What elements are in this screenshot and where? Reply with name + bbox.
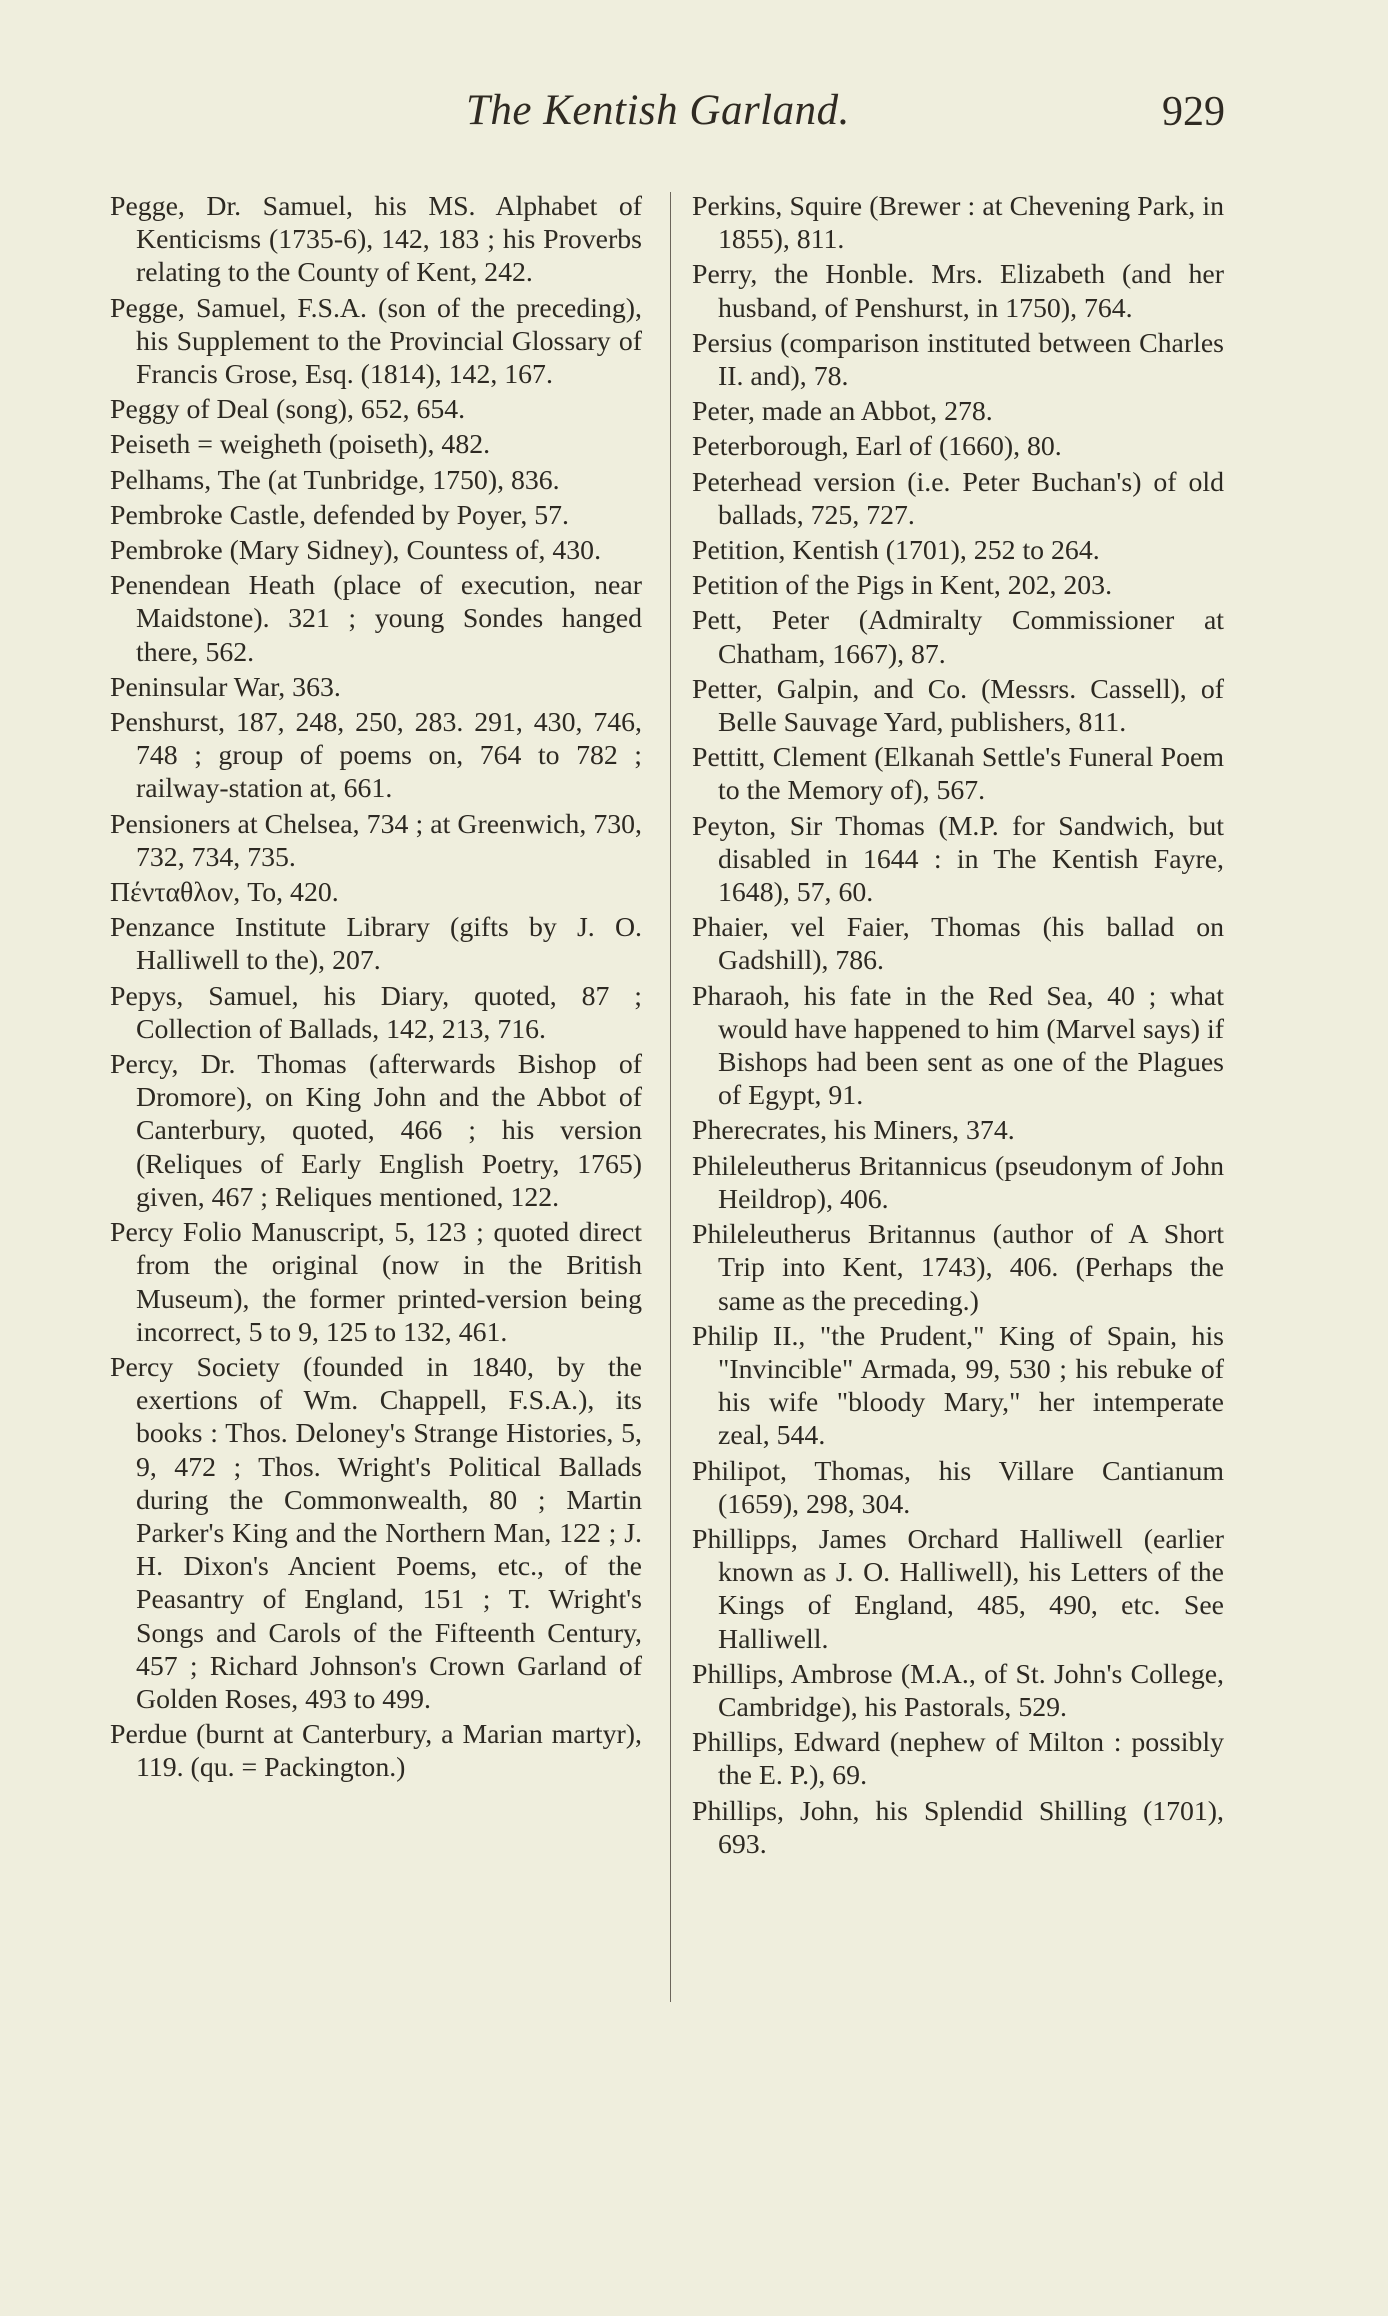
index-left-column <box>110 190 642 1787</box>
index-entry: Pegge, Dr. Samuel, his MS. Alphabet of Kenticisms (1735-6), 142, 183 ; his Proverbs relating to the County of Kent, 242. <box>110 191 642 289</box>
index-entry: Philip II., "the Prudent," King of Spain, his "Invincible" Armada, 99, 530 ; his rebuke of his wife "bloody Mary," her intemperate zeal, 544. <box>692 1320 1224 1452</box>
index-entry: Peyton, Sir Thomas (M.P. for Sandwich, but disabled in 1644 : in The Kentish Fayre, 1648), 57, 60. <box>692 810 1224 909</box>
index-entry: Penzance Institute Library (gifts by J. O. Halliwell to the), 207. <box>110 912 642 977</box>
index-entry: Phillipps, James Orchard Halliwell (earlier known as J. O. Halliwell), his Letters of the Kings of England, 485, 490, etc. See Halliwell. <box>692 1523 1224 1655</box>
page-number: 929 <box>1162 89 1225 135</box>
index-entry: Pelhams, The (at Tunbridge, 1750), 836. <box>110 464 560 496</box>
index-entry: Pensioners at Chelsea, 734 ; at Greenwich, 730, 732, 734, 735. <box>110 808 642 873</box>
index-entry: Percy, Dr. Thomas (afterwards Bishop of Dromore), on King John and the Abbot of Canterbury, quoted, 466 ; his version (Reliques of Early English Poetry, 1765) given, 467 ; Reliques mentioned, 122. <box>110 1049 642 1213</box>
index-entry: Perdue (burnt at Canterbury, a Marian martyr), 119. (qu. = Packington.) <box>110 1719 642 1784</box>
index-entry: Peninsular War, 363. <box>110 671 341 703</box>
column-divider <box>670 192 671 2002</box>
index-entry: Phillips, John, his Splendid Shilling (1701), 693. <box>692 1795 1224 1860</box>
index-entry: Penshurst, 187, 248, 250, 283. 291, 430, 746, 748 ; group of poems on, 764 to 782 ; railway-station at, 661. <box>110 707 642 805</box>
index-entry: Πένταθλον, To, 420. <box>110 877 339 909</box>
index-entry: Phileleutherus Britannus (author of A Short Trip into Kent, 1743), 406. (Perhaps the same as the preceding.) <box>692 1219 1224 1317</box>
index-entry: Pepys, Samuel, his Diary, quoted, 87 ; Collection of Ballads, 142, 213, 716. <box>110 980 642 1045</box>
index-entry: Peiseth = weigheth (poiseth), 482. <box>110 429 491 461</box>
index-entry: Peggy of Deal (song), 652, 654. <box>110 394 466 426</box>
index-right-column <box>692 190 1224 1863</box>
index-entry: Pembroke (Mary Sidney), Countess of, 430. <box>110 535 602 567</box>
index-entry: Petition, Kentish (1701), 252 to 264. <box>692 535 1100 567</box>
index-entry: Peterhead version (i.e. Peter Buchan's) of old ballads, 725, 727. <box>692 466 1224 531</box>
index-entry: Pett, Peter (Admiralty Commissioner at Chatham, 1667), 87. <box>692 605 1224 670</box>
index-entry: Pettitt, Clement (Elkanah Settle's Funeral Poem to the Memory of), 567. <box>692 742 1224 807</box>
index-entry: Pherecrates, his Miners, 374. <box>692 1115 1015 1147</box>
index-entry: Petition of the Pigs in Kent, 202, 203. <box>692 570 1113 602</box>
index-entry: Philipot, Thomas, his Villare Cantianum (1659), 298, 304. <box>692 1455 1224 1520</box>
index-entry: Phileleutherus Britannicus (pseudonym of John Heildrop), 406. <box>692 1150 1224 1215</box>
index-entry: Phillips, Edward (nephew of Milton : possibly the E. P.), 69. <box>692 1727 1224 1792</box>
index-entry: Penendean Heath (place of execution, near Maidstone). 321 ; young Sondes hanged there, 562. <box>110 570 642 668</box>
index-entry: Pharaoh, his fate in the Red Sea, 40 ; what would have happened to him (Marvel says) if Bishops had been sent as one of the Plagues of Egypt, 91. <box>692 980 1224 1112</box>
index-entry: Peterborough, Earl of (1660), 80. <box>692 431 1062 463</box>
index-entry: Phillips, Ambrose (M.A., of St. John's College, Cambridge), his Pastorals, 529. <box>692 1658 1224 1723</box>
index-entry: Peter, made an Abbot, 278. <box>692 396 993 428</box>
index-entry: Petter, Galpin, and Co. (Messrs. Cassell), of Belle Sauvage Yard, publishers, 811. <box>692 673 1224 739</box>
index-entry: Percy Society (founded in 1840, by the exertions of Wm. Chappell, F.S.A.), its books : Thos. Deloney's Strange Histories, 5, 9, 472 ; Thos. Wright's Political Ballads during the Commonwealth, 80 ; Martin Parker's King and the Northern Man, 122 ; J. H. Dixon's Ancient Poems, etc., of the Peasantry of England, 151 ; T. Wright's Songs and Carols of the Fifteenth Century, 457 ; Richard Johnson's Crown Garland of Golden Roses, 493 to 499. <box>110 1351 642 1715</box>
index-entry: Perkins, Squire (Brewer : at Chevening Park, in 1855), 811. <box>692 191 1224 256</box>
index-entry: Percy Folio Manuscript, 5, 123 ; quoted direct from the original (now in the British Museum), the former printed-version being incorrect, 5 to 9, 125 to 132, 461. <box>110 1217 642 1348</box>
index-entry: Pembroke Castle, defended by Poyer, 57. <box>110 499 569 531</box>
index-entry: Pegge, Samuel, F.S.A. (son of the preceding), his Supplement to the Provincial Glossary of Francis Grose, Esq. (1814), 142, 167. <box>110 292 642 391</box>
running-title: The Kentish Garland. <box>466 87 850 134</box>
index-entry: Phaier, vel Faier, Thomas (his ballad on Gadshill), 786. <box>692 912 1224 977</box>
index-entry: Persius (comparison instituted between Charles II. and), 78. <box>692 327 1224 393</box>
index-entry: Perry, the Honble. Mrs. Elizabeth (and her husband, of Penshurst, in 1750), 764. <box>692 259 1224 324</box>
